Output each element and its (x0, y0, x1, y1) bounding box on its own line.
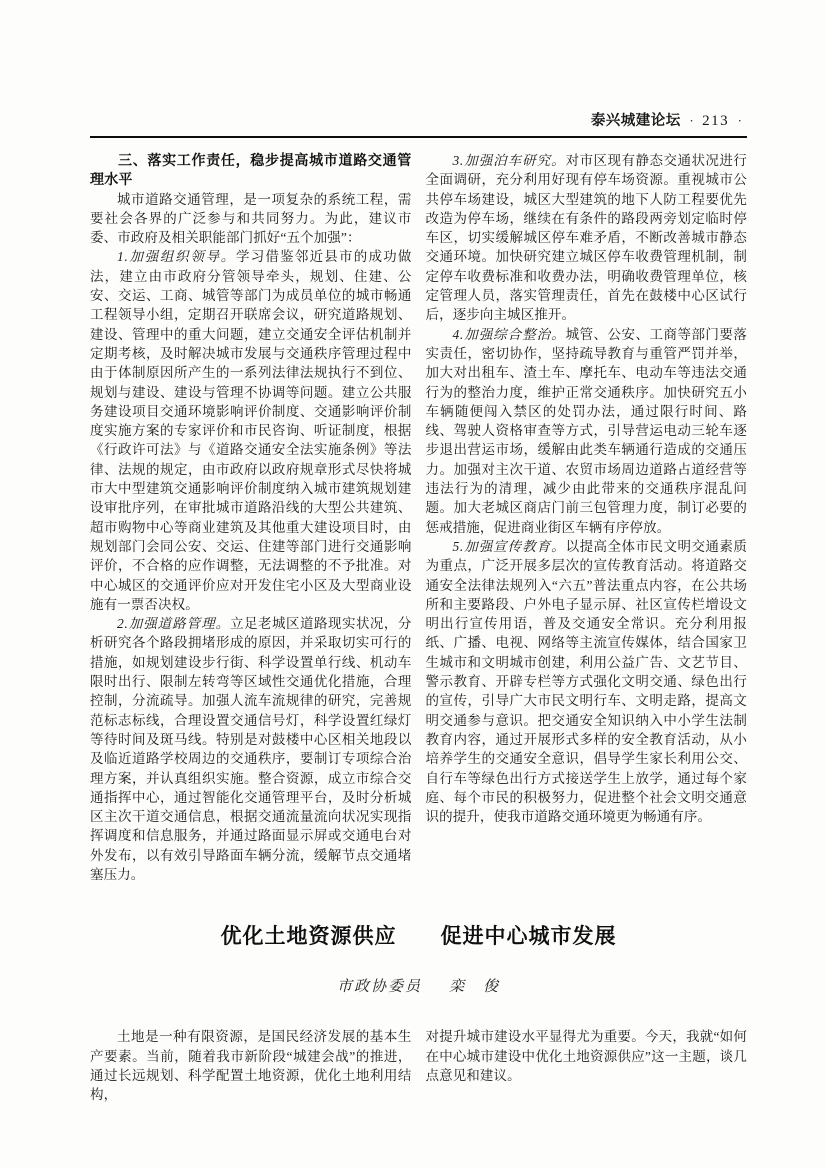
point-1-text: 学习借鉴邻近县市的成功做法，建立由市政府分管领导牵头，规划、住建、公安、交运、工商、城管等部门为成员单位的城市畅通工程领导小组，定期召开联席会议，研究道路规划、建设、管理中的重大问题，建立交通安全评估机制并定期考核，及时解决城市发展与交通秩序管理过程中由于体制原因所产生的一系列法律法规执行不到位、规划与建设、建设与管理不协调等问题。建立公共服务建设项目交通环境影响评价制度、交通影响评价制度实施方案的专家评价和市民咨询、听证制度，根据《行政许可法》与《道路交通安全法实施条例》等法律、法规的规定，由市政府以政府规章形式尽快将城市大中型建筑交通影响评价制度纳入城市建筑规划建设审批序列，在审批城市道路沿线的大型公共建筑、超市购物中心等商业建筑及其他重大建设项目时，由规划部门会同公安、交运、住建等部门进行交通影响评价，不合格的应作调整，无法调整的不予批准。对中心城区的交通评价应对开发住宅小区及大型商业设施有一票否决权。 (90, 249, 412, 612)
second-article (90, 923, 747, 1104)
running-header (90, 112, 747, 131)
journal-title: 泰兴城建论坛 (590, 113, 681, 129)
right-column (426, 151, 748, 884)
point-3-text: 对市区现有静态交通状况进行全面调研，充分利用好现有停车场资源。重视城市公共停车场建设，城区大型建筑的地下人防工程要优先改造为停车场，继续在有条件的路段两旁划定临时停车区，切实缓解城区停车难矛盾，不断改善城市静态交通环境。加快研究建立城区停车收费管理机制，制定停车收费标准和收费办法，明确收费管理单位，核定管理人员，落实管理责任，首先在鼓楼中心区试行后，逐步向主城区推开。 (425, 153, 747, 323)
byline-author-name: 栾 俊 (449, 979, 501, 996)
point-2-text: 立足老城区道路现实状况，分析研究各个路段拥堵形成的原因，并采取切实可行的措施，如规划建设步行街、科学设置单行线、机动车限时出行、限制左转弯等区域性交通优化措施，合理控制，分流疏导。加强人流车流规律的研究，完善规范标志标线，合理设置交通信号灯，科学设置红绿灯等待时间及斑马线。特别是对鼓楼中心区相关地段以及临近道路学校周边的交通秩序，要制订专项综合治理方案，并认真组织实施。整合资源，成立市综合交通指挥中心，通过智能化交通管理平台，及时分析城区主次干道交通信息，根据交通流量流向状况实现指挥调度和信息服务，并通过路面显示屏或交通电台对外发布，以有效引导路面车辆分流，缓解节点交通堵塞压力。 (90, 616, 412, 882)
page-number: 213 (702, 113, 730, 129)
point-1-lead: 1.加强组织领导。 (117, 249, 236, 265)
point-4-text: 城管、公安、工商等部门要落实责任，密切协作，坚持疏导教育与重管严罚并举，加大对出租车、渣土车、摩托车、电动车等违法交通行为的整治力度，维护正常交通秩序。加快研究五小车辆随便闯入禁区的处罚办法，通过限行时间、路线、驾驶人资格审查等方式，引导营运电动三轮车逐步退出营运市场，缓解由此类车辆通行造成的交通压力。加强对主次干道、农贸市场周边道路占道经营等违法行为的清理，减少由此带来的交通秩序混乱问题。加大老城区商店门前三包管理力度，制订必要的惩戒措施，促进商业街区车辆有序停放。 (425, 326, 747, 535)
separator-dot-left: · (689, 113, 694, 128)
point-5-paragraph (426, 537, 748, 826)
point-3-paragraph (426, 151, 748, 325)
article-byline (90, 975, 747, 996)
point-5-text: 以提高全体市民文明交通素质为重点，广泛开展多层次的宣传教育活动。将道路交通安全法律法规列入“六五”普法重点内容，在公共场所和主要路段、户外电子显示屏、社区宣传栏增设文明出行宣传用语，普及交通安全常识。充分利用报纸、广播、电视、网络等主流宣传媒体，结合国家卫生城市和文明城市创建，利用公益广告、文艺节目、警示教育、开辟专栏等方式强化文明交通、绿色出行的宣传，引导广大市民文明行车、文明走路，提高文明交通参与意识。把交通安全知识纳入中小学生法制教育内容，通过开展形式多样的安全教育活动，从小培养学生的交通安全意识，倡导学生家长利用公交、自行车等绿色出行方式接送学生上放学，通过每个家庭、每个市民的积极努力，促进整个社会文明交通意识的提升，使我市道路交通环境更为畅通有序。 (425, 538, 747, 825)
page-content (90, 112, 747, 1104)
byline-role: 市政协委员 (336, 979, 422, 996)
point-1-paragraph (90, 247, 412, 614)
point-5-lead: 5.加强宣传教育。 (452, 538, 566, 554)
two-column-body (90, 151, 747, 884)
article-left-paragraph: 土地是一种有限资源，是国民经济发展的基本生产要素。当前，随着我市新阶段“城建会战”的推进，通过长远规划、科学配置土地资源，优化土地利用结构， (90, 1029, 412, 1103)
point-4-paragraph (426, 325, 748, 537)
separator-dot-right: · (737, 113, 742, 128)
article-title: 优化土地资源供应 促进中心城市发展 (220, 925, 617, 949)
section-heading: 三、落实工作责任，稳步提高城市道路交通管理水平 (90, 152, 412, 188)
header-rule (90, 136, 747, 138)
point-2-lead: 2.加强道路管理。 (117, 616, 231, 632)
point-4-lead: 4.加强综合整治。 (452, 326, 566, 342)
intro-paragraph: 城市道路交通管理，是一项复杂的系统工程，需要社会各界的广泛参与和共同努力。为此，建议市委、市政府及相关职能部门抓好“五个加强”： (90, 191, 412, 246)
point-2-paragraph (90, 614, 412, 884)
point-3-lead: 3.加强泊车研究。 (452, 153, 566, 168)
article-right-column (426, 1027, 748, 1104)
left-column (90, 151, 412, 884)
article-right-paragraph: 对提升城市建设水平显得尤为重要。今天，我就“如何在中心城市建设中优化土地资源供应”这一主题，谈几点意见和建议。 (425, 1029, 747, 1083)
article-two-columns (90, 1027, 747, 1104)
article-left-column (90, 1027, 412, 1104)
